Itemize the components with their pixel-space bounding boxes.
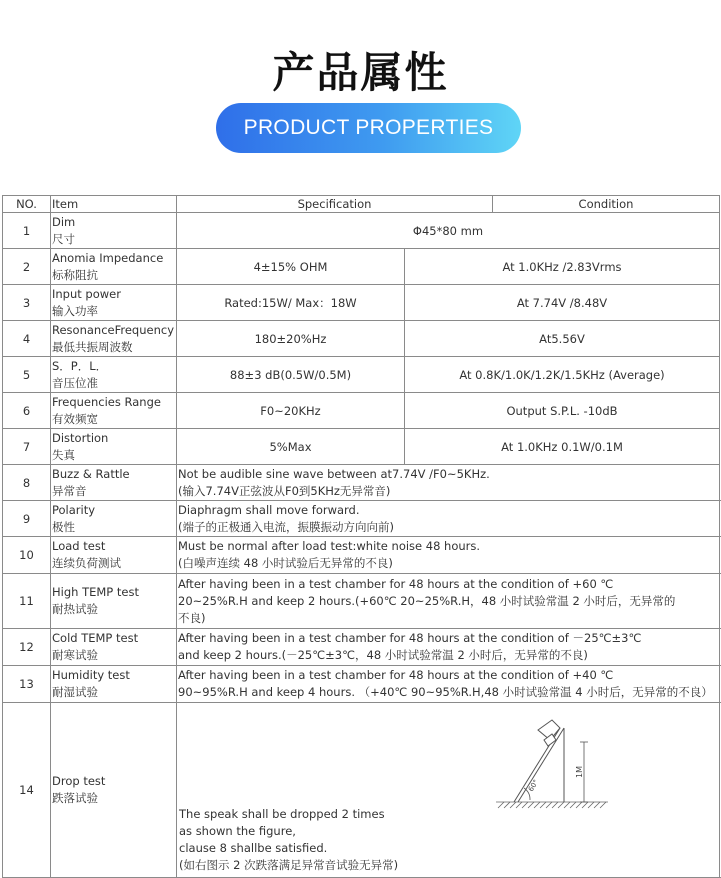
row-description	[177, 629, 720, 666]
item-en: Cold TEMP test	[52, 631, 139, 645]
description-line: After having been in a test chamber for 48 hours at the condition of +60 ℃	[178, 576, 614, 591]
ground-hatch	[496, 802, 608, 808]
item-cn: 耐热试验	[52, 602, 98, 616]
row-number: 13	[3, 666, 51, 703]
item-cn: 输入功率	[52, 303, 98, 318]
table-row	[3, 537, 720, 574]
row-item	[51, 574, 177, 629]
row-item	[51, 629, 177, 666]
row-number: 5	[3, 357, 51, 393]
description-line: Not be audible sine wave between at7.74V /F0~5KHz.	[178, 466, 490, 481]
description-line: (输入7.74V正弦波从F0到5KHz无异常音)	[178, 483, 391, 498]
item-cn: 音压位准	[52, 375, 98, 390]
description-line: as shown the figure,	[179, 824, 296, 838]
table-row	[3, 357, 720, 393]
item-en: Drop test	[52, 774, 106, 788]
row-condition: At 1.0KHz 0.1W/0.1M	[405, 429, 720, 465]
row-number: 8	[3, 465, 51, 501]
incline-ramp	[514, 728, 564, 802]
table-row	[3, 501, 720, 537]
item-cn: 有效频宽	[52, 411, 98, 426]
description-line: (端子的正极通入电流，振膜振动方向向前)	[178, 519, 394, 534]
row-condition: At 0.8K/1.0K/1.2K/1.5KHz (Average)	[405, 357, 720, 393]
row-item	[51, 249, 177, 285]
table-row	[3, 213, 720, 249]
item-en: Humidity test	[52, 668, 130, 682]
description-line: 20~25%R.H and keep 2 hours.(+60℃ 20~25%R.H，48 小时试验常温 2 小时后，无异常的	[178, 593, 676, 608]
row-item	[51, 465, 177, 501]
item-en: Distortion	[52, 430, 109, 445]
row-item	[51, 285, 177, 321]
row-specification: 88±3 dB(0.5W/0.5M)	[177, 357, 405, 393]
row-condition: At5.56V	[405, 321, 720, 357]
row-item	[51, 501, 177, 537]
item-cn: 耐湿试验	[52, 685, 98, 699]
table-row	[3, 249, 720, 285]
row-number: 12	[3, 629, 51, 666]
item-en: Load test	[52, 539, 106, 553]
item-cn: 连续负荷测试	[52, 556, 121, 570]
row-specification: Rated:15W/ Max：18W	[177, 285, 405, 321]
item-cn: 极性	[52, 519, 75, 534]
row-item	[51, 213, 177, 249]
row-number: 9	[3, 501, 51, 537]
row-item	[51, 393, 177, 429]
item-cn: 跌落试验	[52, 791, 98, 805]
row-item	[51, 666, 177, 703]
row-specification: F0~20KHz	[177, 393, 405, 429]
row-condition: Output S.P.L. -10dB	[405, 393, 720, 429]
header-specification: Specification	[177, 196, 493, 213]
row-description	[177, 537, 720, 574]
table-row	[3, 629, 720, 666]
height-label: 1M	[575, 766, 584, 778]
item-en: Input power	[52, 286, 121, 301]
row-number: 10	[3, 537, 51, 574]
item-en: Anomia Impedance	[52, 250, 164, 265]
item-cn: 最低共振周波数	[52, 339, 133, 354]
drop-test-diagram	[494, 718, 612, 818]
description-line: (白噪声连续 48 小时试验后无异常的不良)	[178, 556, 393, 570]
item-cn: 失真	[52, 447, 75, 462]
row-number: 4	[3, 321, 51, 357]
row-item	[51, 357, 177, 393]
table-row	[3, 666, 720, 703]
description-line: (如右图示 2 次跌落满足异常音试验无异常)	[179, 858, 399, 872]
row-specification: 4±15% OHM	[177, 249, 405, 285]
page-title-chinese: 产品属性	[272, 48, 449, 97]
row-description	[177, 703, 720, 878]
row-number: 6	[3, 393, 51, 429]
description-line: 90~95%R.H and keep 4 hours. （+40℃ 90~95%R.H,48 小时试验常温 4 小时后，无异常的不良）	[178, 685, 713, 699]
description-line: and keep 2 hours.(－25℃±3℃，48 小时试验常温 2 小时后，无异常的不良)	[178, 648, 588, 662]
description-line: The speak shall be dropped 2 times	[179, 807, 385, 821]
row-specification: 180±20%Hz	[177, 321, 405, 357]
row-description	[177, 501, 720, 537]
description-line: clause 8 shallbe satisfied.	[179, 841, 328, 855]
row-condition: At 7.74V /8.48V	[405, 285, 720, 321]
description-line: After having been in a test chamber for 48 hours at the condition of －25℃±3℃	[178, 631, 642, 645]
row-item	[51, 537, 177, 574]
table-row	[3, 703, 720, 878]
item-cn: 标称阻抗	[52, 267, 98, 282]
row-number: 11	[3, 574, 51, 629]
header-item: Item	[51, 196, 177, 213]
description-line: Diaphragm shall move forward.	[178, 502, 360, 517]
item-en: S．P．L．	[52, 358, 108, 373]
item-en: High TEMP test	[52, 585, 139, 599]
item-en: Dim	[52, 214, 76, 229]
row-number: 1	[3, 213, 51, 249]
row-number: 7	[3, 429, 51, 465]
row-item	[51, 703, 177, 878]
product-properties-table	[2, 195, 720, 878]
item-en: Frequencies Range	[52, 394, 161, 409]
table-row	[3, 321, 720, 357]
header-condition: Condition	[493, 196, 720, 213]
row-number: 3	[3, 285, 51, 321]
description-line: 不良)	[178, 610, 206, 625]
item-cn: 尺寸	[52, 231, 75, 246]
table-row	[3, 429, 720, 465]
table-row	[3, 574, 720, 629]
table-row	[3, 465, 720, 501]
description-line: Must be normal after load test:white noise 48 hours.	[178, 539, 481, 553]
item-en: Polarity	[52, 502, 96, 517]
row-number: 2	[3, 249, 51, 285]
item-cn: 异常音	[52, 483, 87, 498]
item-en: ResonanceFrequency	[52, 322, 175, 337]
row-description	[177, 574, 720, 629]
angle-label: 60°	[526, 778, 541, 794]
description-line: After having been in a test chamber for 48 hours at the condition of +40 ℃	[178, 668, 614, 682]
row-item	[51, 429, 177, 465]
row-description	[177, 666, 720, 703]
item-cn: 耐寒试验	[52, 648, 98, 662]
page-title-english-banner: PRODUCT PROPERTIES	[216, 103, 521, 153]
row-specification: Φ45*80 mm	[177, 213, 720, 249]
row-condition: At 1.0KHz /2.83Vrms	[405, 249, 720, 285]
table-header-row	[3, 196, 720, 213]
row-item	[51, 321, 177, 357]
row-number: 14	[3, 703, 51, 878]
table-row	[3, 393, 720, 429]
table-row	[3, 285, 720, 321]
header-no: NO.	[3, 196, 51, 213]
row-specification: 5%Max	[177, 429, 405, 465]
row-description	[177, 465, 720, 501]
item-en: Buzz & Rattle	[52, 466, 130, 481]
